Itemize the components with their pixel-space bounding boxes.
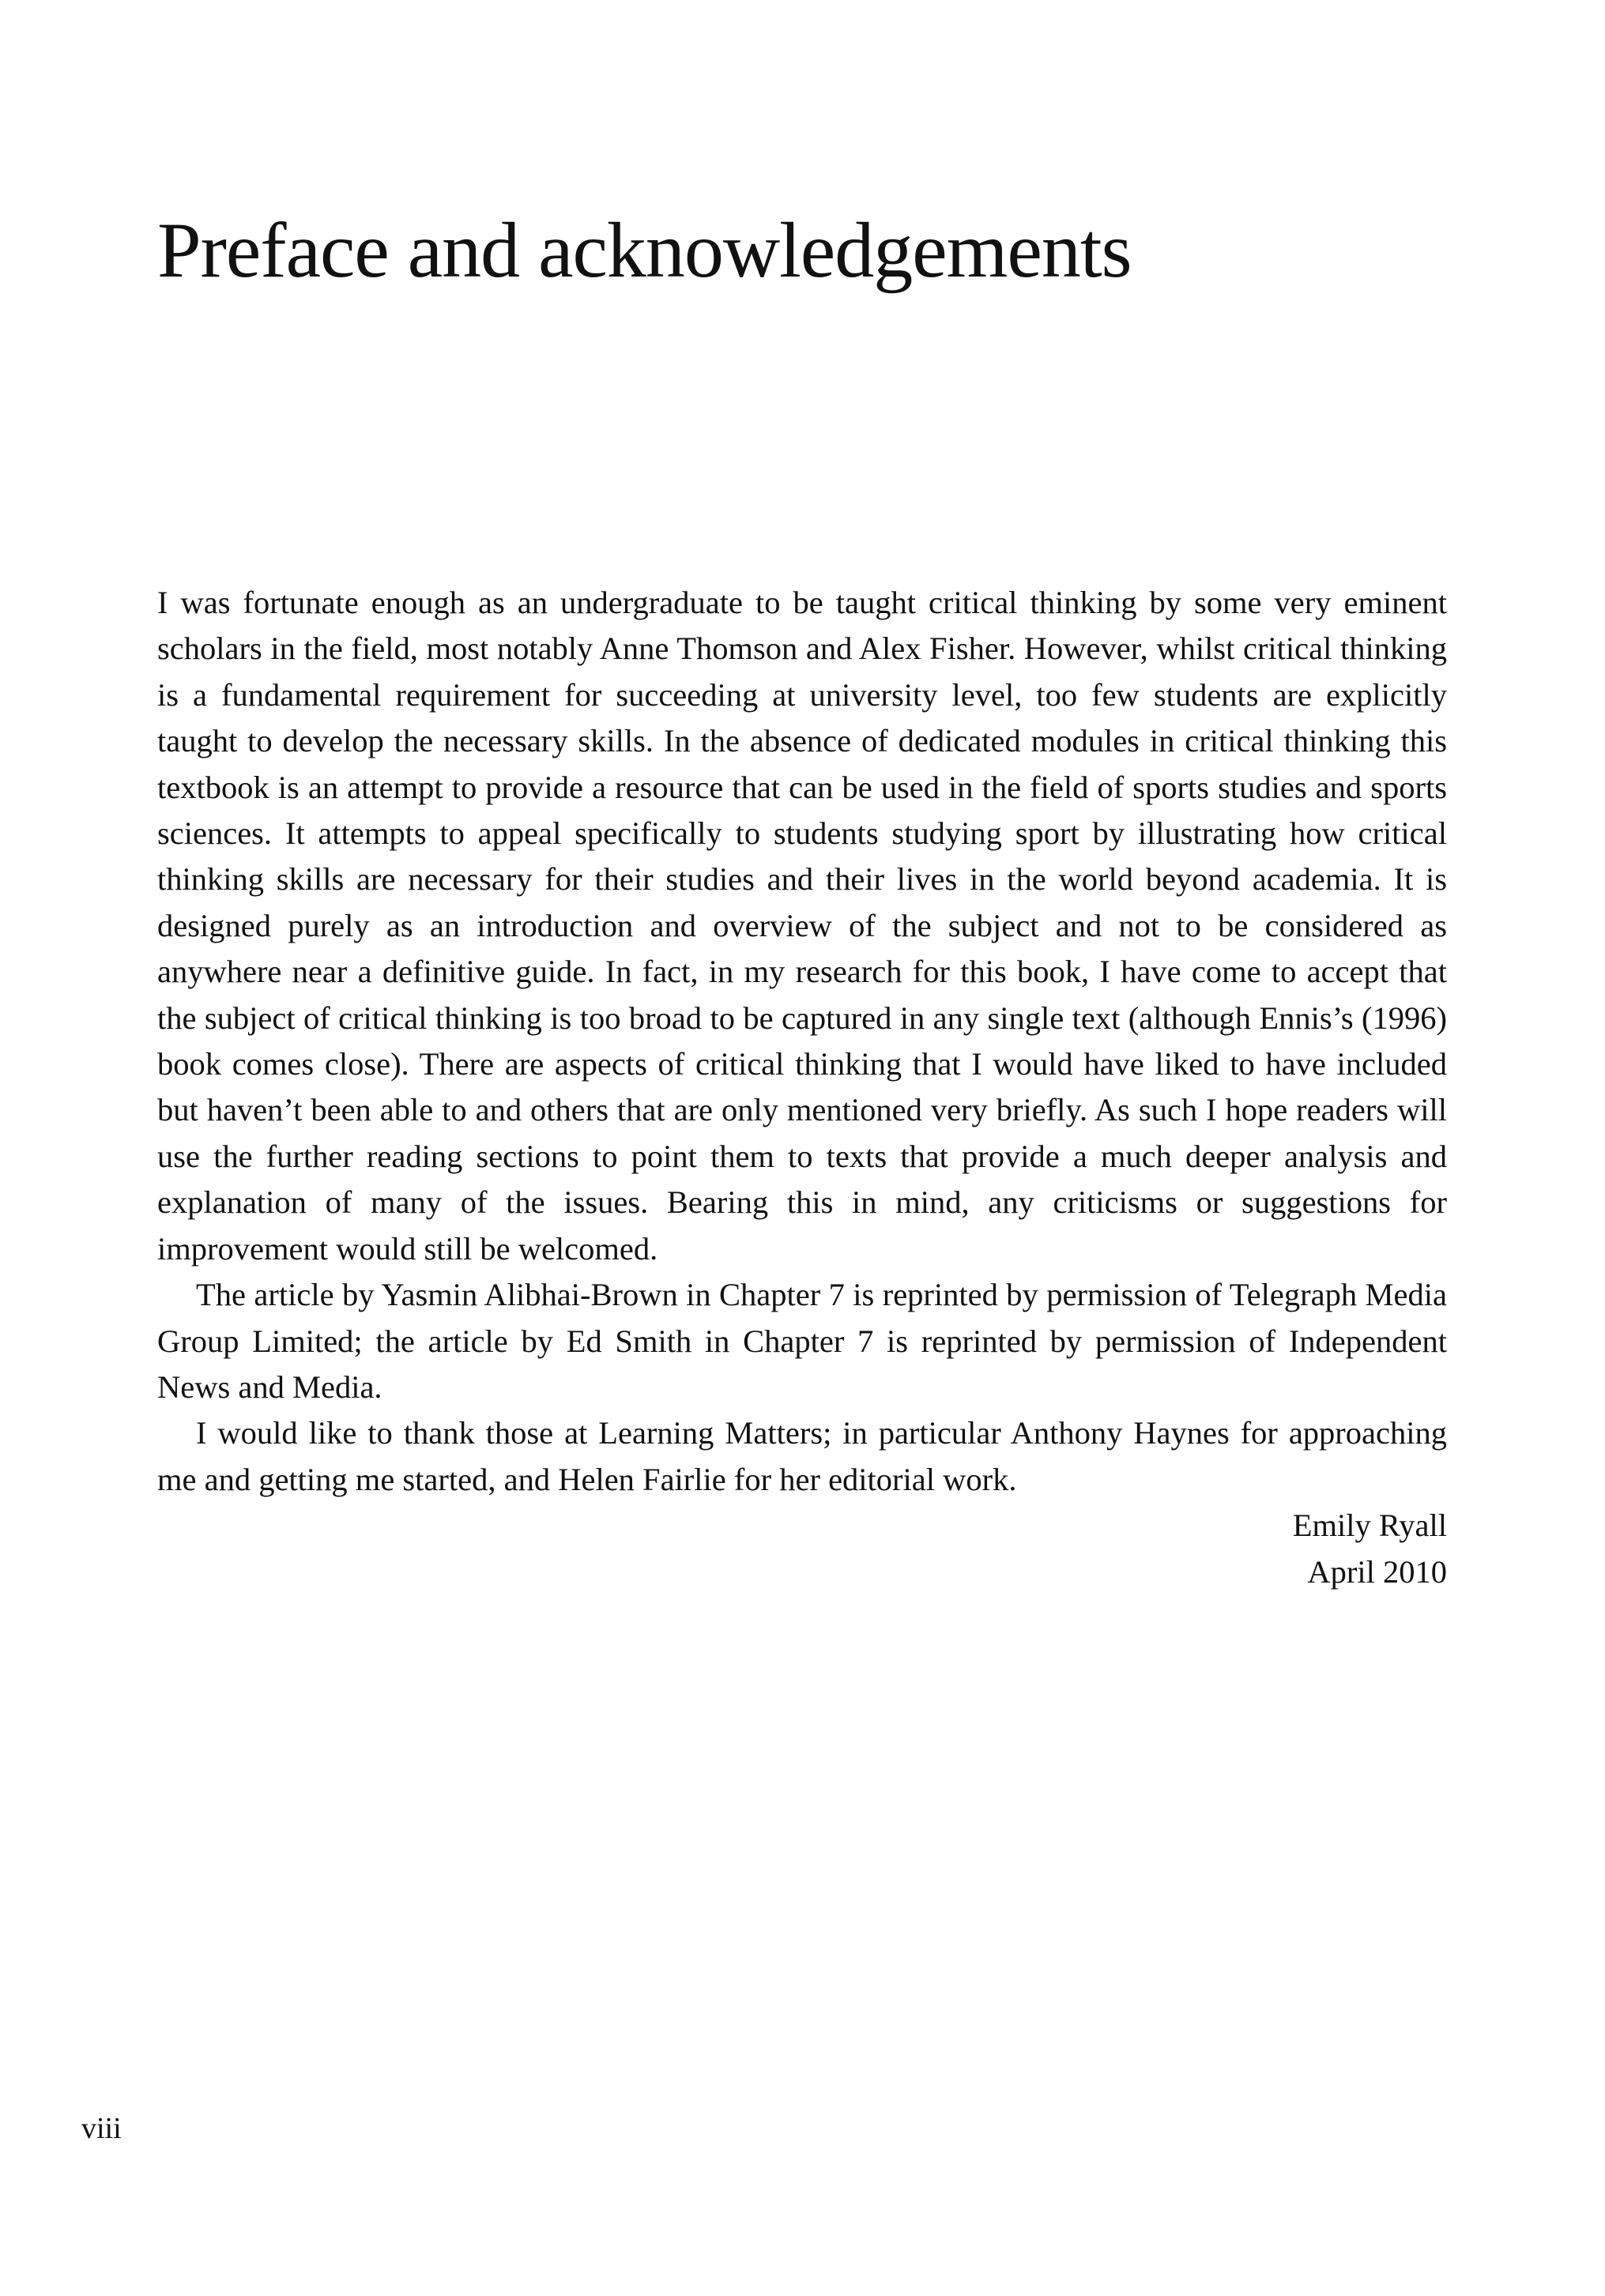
page-number: viii bbox=[81, 2112, 122, 2145]
preface-body bbox=[157, 580, 1447, 1595]
paragraph-thanks: I would like to thank those at Learning Matters; in particular Anthony Haynes for approaching me and getting me started, and Helen Fairlie for her editorial work. bbox=[157, 1415, 1447, 1497]
author-name: Emily Ryall bbox=[1292, 1507, 1447, 1544]
page-title: Preface and acknowledgements bbox=[157, 206, 1132, 294]
signature-block bbox=[157, 1503, 1447, 1595]
signature-date: April 2010 bbox=[1307, 1553, 1447, 1590]
paragraph-intro: I was fortunate enough as an undergraduate to be taught critical thinking by some very eminent scholars in the field, most notably Anne Thomson and Alex Fisher. However, whilst critical thinking is a fundamental requirement for succeeding at university level, too few students are explicitly taught to develop the necessary skills. In the absence of dedicated modules in critical thinking this textbook is an attempt to provide a resource that can be used in the field of sports studies and sports sciences. It attempts to appeal specifically to students studying sport by illustrating how critical thinking skills are necessary for their studies and their lives in the world beyond academia. It is designed purely as an introduction and overview of the subject and not to be considered as anywhere near a definitive guide. In fact, in my research for this book, I have come to accept that the subject of critical thinking is too broad to be captured in any single text (although Ennis’s (1996) book comes close). There are aspects of critical thinking that I would have liked to have included but haven’t been able to and others that are only mentioned very briefly. As such I hope readers will use the further reading sections to point them to texts that provide a much deeper analysis and explanation of many of the issues. Bearing this in mind, any criticisms or suggestions for improvement would still be welcomed. bbox=[157, 585, 1447, 1267]
paragraph-permissions: The article by Yasmin Alibhai-Brown in Chapter 7 is reprinted by permission of Telegraph Media Group Limited; the article by Ed Smith in Chapter 7 is reprinted by permission of Independent News and Media. bbox=[157, 1277, 1447, 1405]
